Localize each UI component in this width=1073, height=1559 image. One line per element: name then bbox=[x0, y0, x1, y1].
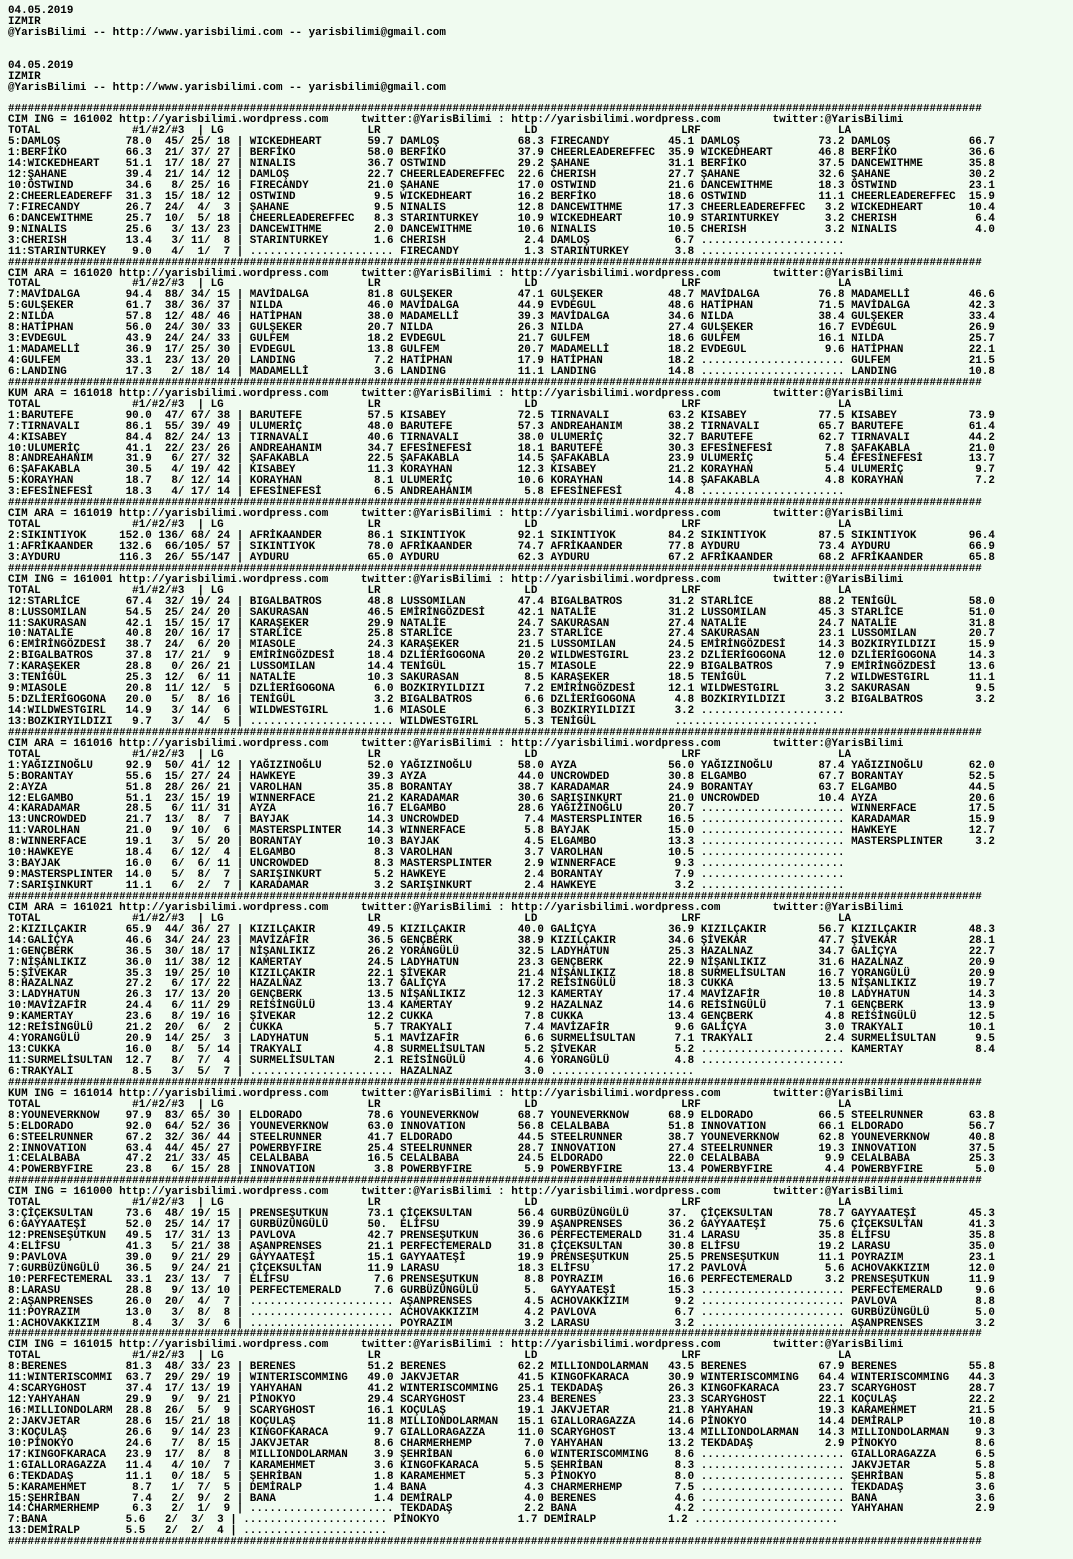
race-row: 6:DANCEWITHME 25.7 10/ 5/ 18 | CHEERLEADEREFFEC 8.3 STARINTURKEY 10.9 WICKEDHEART 10.9 STARINTURKEY 3.2 CHERISH 6.4 bbox=[8, 212, 995, 225]
race-row: 16:MILLIONDOLARM 28.8 26/ 5/ 9 | SCARYGHOST 16.1 KOÇULAŞ 19.1 JAKVJETAR 21.8 YAHYAHAN 19.3 KARAMEHMET 21.5 bbox=[8, 1405, 995, 1417]
race-column-header: TOTAL #1/#2/#3 | LG LR LD LRF LA bbox=[8, 1197, 852, 1210]
race-row: 1:ACHOVAKKIZIM 8.4 3/ 3/ 6 | ...................... POYRAZIM 3.2 LARASU 3.2 ...................... AŞANPRENSES 3.2 bbox=[8, 1317, 995, 1330]
race-column-header: TOTAL #1/#2/#3 | LG LR LD LRF LA bbox=[8, 519, 852, 532]
race-column-header: TOTAL #1/#2/#3 | LG LR LD LRF LA bbox=[8, 748, 852, 761]
race-row: 12:PRENSEŞUTKUN 49.5 17/ 31/ 13 | PAVLOVA 42.7 PRENSEŞUTKUN 36.6 PERFECTEMERALD 31.4 LARASU 35.8 ELİFSU 35.8 bbox=[8, 1230, 995, 1242]
race-row: 7:NİŞANLIKIZ 36.0 11/ 38/ 12 | KAMERTAY 24.5 LADYHATUN 23.3 GENÇBERK 22.9 NİŞANLIKIZ 31.6 HAZALNAZ 20.9 bbox=[8, 956, 995, 969]
race-row: 12:ELGAMBO 51.1 23/ 15/ 19 | WINNERFACE 21.2 KARADAMAR 30.6 SARIŞINKURT 21.0 UNCROWDED 10.4 AYZA 20.6 bbox=[8, 792, 995, 805]
race-row: 7:MAVİDALGA 94.4 88/ 34/ 15 | MAVİDALGA 81.8 GULŞEKER 47.1 GULŞEKER 48.7 MAVİDALGA 76.8 MADAMELLİ 46.6 bbox=[8, 289, 995, 302]
race-row: 2:KIZILÇAKIR 65.9 44/ 36/ 27 | KIZILÇAKIR 49.5 KIZILÇAKIR 40.0 GALİÇYA 36.9 KIZILÇAKIR 56.7 KIZILÇAKIR 48.3 bbox=[8, 923, 995, 936]
report-contact: @YarisBilimi -- http://www.yarisbilimi.com -- yarisbilimi@gmail.com bbox=[8, 81, 446, 94]
race-row: 11:SAKURASAN 42.1 15/ 15/ 17 | KARAŞEKER 29.9 NATALİE 24.7 SAKURASAN 27.4 NATALİE 24.7 NATALİE 31.8 bbox=[8, 617, 995, 630]
separator-line: ##################################################################################################################################################### bbox=[8, 563, 982, 575]
race-row: 5:ŞİVEKAR 35.3 19/ 25/ 10 | KIZILÇAKIR 22.1 ŞİVEKAR 21.4 NİŞANLIKIZ 18.8 SURMELİSULTAN 16.7 YORANGÜLÜ 20.9 bbox=[8, 967, 995, 980]
race-row: 3:ÇİÇEKSULTAN 73.6 48/ 19/ 15 | PRENSEŞUTKUN 73.1 ÇİÇEKSULTAN 56.4 GURBÜZÜNGÜLÜ 37. ÇİÇEKSULTAN 78.7 GAYYAATEŞİ 45.3 bbox=[8, 1208, 995, 1221]
race-row: 11:WINTERISCOMMI 63.7 29/ 29/ 19 | WINTERISCOMMING 49.0 JAKVJETAR 41.5 KINGOFKARACA 30.9 WINTERISCOMMING 64.4 WINTERISCOMMING 44.3 bbox=[8, 1372, 995, 1385]
race-title: CIM ING = 161002 http://yarisbilimi.wordpress.com twitter:@YarisBilimi : http://yarisbilimi.wordpress.com twitter:@YarisBilimi bbox=[8, 114, 904, 127]
race-row: 6:ŞAFAKABLA 30.5 4/ 19/ 42 | KISABEY 11.3 KORAYHAN 12.3 KISABEY 21.2 KORAYHAN 5.4 ULUMERİÇ 9.7 bbox=[8, 464, 995, 477]
race-row: 14:GALİÇYA 46.6 34/ 24/ 23 | MAVİZAFİR 36.5 GENÇBERK 38.9 KIZILÇAKIR 34.6 ŞİVEKAR 47.7 ŞİVEKAR 28.1 bbox=[8, 934, 995, 947]
race-row: 3:KOÇULAŞ 26.6 9/ 14/ 23 | KINGOFKARACA 9.7 GIALLORAGAZZA 11.0 SCARYGHOST 13.4 MILLIONDOLARMAN 14.3 MILLIONDOLARMAN 9.3 bbox=[8, 1426, 995, 1439]
separator-line: ##################################################################################################################################################### bbox=[8, 104, 982, 116]
race-row: 8:HATİPHAN 56.0 24/ 30/ 33 | GULŞEKER 20.7 NILDA 26.3 NILDA 27.4 GULŞEKER 16.7 EVDEGUL 26.9 bbox=[8, 322, 995, 335]
race-column-header: TOTAL #1/#2/#3 | LG LR LD LRF LA bbox=[8, 1350, 852, 1363]
race-row: 11:SURMELİSULTAN 12.7 8/ 7/ 4 | SURMELİSULTAN 2.1 REİSİNGÜLÜ 4.6 YORANGÜLÜ 4.8 ...................... bbox=[8, 1055, 845, 1067]
report-city: IZMIR bbox=[8, 15, 41, 28]
race-row: 7:FIRECANDY 26.7 24/ 4/ 3 | ŞAHANE 9.5 NINALIS 12.8 DANCEWITHME 17.3 CHEERLEADEREFFEC 3.2 WICKEDHEART 10.4 bbox=[8, 201, 995, 214]
race-row: 9:MIASOLE 20.8 11/ 12/ 5 | DZLİERİGOGONA 6.0 BOZKIRYILDIZI 7.2 EMİRİNGÖZDESİ 12.1 WILDWESTGIRL 3.2 SAKURASAN 9.5 bbox=[8, 683, 995, 696]
separator-line: ##################################################################################################################################################### bbox=[8, 1077, 982, 1089]
separator-line: ##################################################################################################################################################### bbox=[8, 1176, 982, 1188]
race-row: 7:TIRNAVALI 86.1 55/ 39/ 49 | ULUMERİÇ 48.0 BARUTEFE 57.3 ANDREAHANIM 38.2 TIRNAVALI 65.7 BARUTEFE 61.4 bbox=[8, 420, 995, 433]
race-row: 10:NATALİE 40.8 20/ 16/ 17 | STARLİCE 25.8 STARLİCE 23.7 STARLİCE 27.4 SAKURASAN 23.1 LUSSOMILAN 20.7 bbox=[8, 628, 995, 641]
race-row: 5:KORAYHAN 18.7 8/ 12/ 14 | KORAYHAN 8.1 ULUMERİÇ 10.6 KORAYHAN 14.8 ŞAFAKABLA 4.8 KORAYHAN 7.2 bbox=[8, 475, 995, 488]
race-row: 1:GENÇBERK 36.5 30/ 18/ 17 | NİŞANLIKIZ 26.2 YORANGÜLÜ 32.5 LADYHATUN 25.3 HAZALNAZ 34.7 GALİÇYA 22.7 bbox=[8, 945, 995, 958]
race-column-header: TOTAL #1/#2/#3 | LG LR LD LRF LA bbox=[8, 1098, 852, 1111]
race-row: 1:GIALLORAGAZZA 11.4 4/ 10/ 7 | KARAMEHMET 3.6 KINGOFKARACA 5.5 ŞEHRİBAN 8.3 ...................... JAKVJETAR 5.8 bbox=[8, 1459, 995, 1472]
race-row: 10:MAVİZAFİR 24.4 6/ 11/ 29 | REİSİNGÜLÜ 13.4 KAMERTAY 9.2 HAZALNAZ 14.6 REİSİNGÜLÜ 7.1 GENÇBERK 13.9 bbox=[8, 1000, 995, 1013]
race-row: 2:JAKVJETAR 28.6 15/ 21/ 18 | KOÇULAŞ 11.8 MILLIONDOLARMAN 15.1 GIALLORAGAZZA 14.6 PİNOKYO 14.4 DEMİRALP 10.8 bbox=[8, 1415, 995, 1428]
race-row: 13:UNCROWDED 21.7 13/ 8/ 7 | BAYJAK 14.3 UNCROWDED 7.4 MASTERSPLINTER 16.5 ...................... KARADAMAR 15.9 bbox=[8, 814, 995, 827]
race-row: 2:SIKINTIYOK 152.0 136/ 68/ 24 | AFRİKAANDER 86.1 SIKINTIYOK 92.1 SIKINTIYOK 84.2 SIKINTIYOK 87.5 SIKINTIYOK 96.4 bbox=[8, 530, 995, 542]
race-row: 8:ANDREAHANIM 31.9 6/ 27/ 32 | ŞAFAKABLA 22.5 ŞAFAKABLA 14.5 ŞAFAKABLA 23.9 ULUMERİÇ 5.4 EFESİNEFESİ 13.7 bbox=[8, 453, 995, 466]
separator-line: ##################################################################################################################################################### bbox=[8, 1329, 982, 1341]
race-row: 9:KAMERTAY 23.6 8/ 19/ 16 | ŞİVEKAR 12.2 CUKKA 7.8 CUKKA 13.4 GENÇBERK 4.8 REİSİNGÜLÜ 12.5 bbox=[8, 1011, 995, 1024]
race-row: 10:PERFECTEMERAL 33.1 23/ 13/ 7 | ELİFSU 7.6 PRENSEŞUTKUN 8.8 POYRAZIM 16.6 PERFECTEMERALD 3.2 PRENSEŞUTKUN 11.9 bbox=[8, 1273, 995, 1286]
race-title: CIM ING = 161015 http://yarisbilimi.wordpress.com twitter:@YarisBilimi : http://yarisbilimi.wordpress.com twitter:@YarisBilimi bbox=[8, 1339, 904, 1352]
separator-line: ##################################################################################################################################################### bbox=[8, 498, 982, 510]
race-row: 7:KARAŞEKER 28.8 0/ 26/ 21 | LUSSOMILAN 14.4 TENİGÜL 15.7 MIASOLE 22.9 BIGALBATROS 7.9 EMİRİNGÖZDESİ 13.6 bbox=[8, 661, 995, 674]
race-row: 4:KISABEY 84.4 82/ 24/ 13 | TIRNAVALI 40.6 TIRNAVALI 38.0 ULUMERİÇ 32.7 BARUTEFE 62.7 TIRNAVALI 44.2 bbox=[8, 431, 995, 444]
race-title: CIM ARA = 161016 http://yarisbilimi.wordpress.com twitter:@YarisBilimi : http://yarisbilimi.wordpress.com twitter:@YarisBilimi bbox=[8, 737, 904, 750]
race-row: 1:BERFİKO 66.3 21/ 37/ 27 | BERFİKO 58.0 BERFİKO 37.9 CHEERLEADEREFFEC 35.9 WICKEDHEART 46.8 BERFİKO 36.6 bbox=[8, 147, 995, 160]
race-row: 15:ŞEHRİBAN 7.4 2/ 9/ 2 | BANA 1.4 DEMİRALP 4.0 BERENES 4.6 ...................... BANA 3.6 bbox=[8, 1492, 995, 1505]
race-title: CIM ING = 161000 http://yarisbilimi.wordpress.com twitter:@YarisBilimi : http://yarisbilimi.wordpress.com twitter:@YarisBilimi bbox=[8, 1186, 904, 1199]
race-row: 3:EFESİNEFESİ 18.3 4/ 17/ 14 | EFESİNEFESİ 6.5 ANDREAHANIM 5.8 EFESİNEFESİ 4.8 ...................... bbox=[8, 486, 845, 499]
report-date: 04.05.2019 bbox=[8, 59, 74, 72]
race-row: 14:CHARMERHEMP 6.3 2/ 1/ 9 | ...................... TEKDADAŞ 2.2 BANA 4.2 ...................... YAHYAHAN 2.9 bbox=[8, 1503, 995, 1516]
race-row: 2:NILDA 57.8 12/ 48/ 46 | HATİPHAN 38.0 MADAMELLİ 39.3 MAVİDALGA 34.6 NILDA 38.4 GULŞEKER 33.4 bbox=[8, 311, 995, 324]
report-date: 04.05.2019 bbox=[8, 5, 74, 17]
separator-line: ##################################################################################################################################################### bbox=[8, 377, 982, 389]
race-row: 7:BANA 5.6 2/ 3/ 3 | ...................... PİNOKYO 1.7 DEMİRALP 1.2 ...................... bbox=[8, 1514, 839, 1527]
race-row: 5:KARAMEHMET 8.7 1/ 7/ 5 | DEMİRALP 1.4 BANA 4.3 CHARMERHEMP 7.5 ...................... TEKDADAŞ 3.6 bbox=[8, 1481, 995, 1494]
race-row: 6:TRAKYALI 8.5 3/ 5/ 7 | ...................... HAZALNAZ 3.0 ...................... bbox=[8, 1065, 695, 1078]
race-row: 2:AŞANPRENSES 26.0 20/ 4/ 7 | ...................... AŞANPRENSES 4.5 ACHOVAKKIZIM 9.2 ...................... PAVLOVA 8.8 bbox=[8, 1295, 995, 1308]
race-row: 10:HAWKEYE 18.4 6/ 12/ 4 | ELGAMBO 8.3 VAROLHAN 3.7 VAROLHAN 10.5 ...................... bbox=[8, 847, 845, 860]
race-column-header: TOTAL #1/#2/#3 | LG LR LD LRF LA bbox=[8, 912, 852, 925]
race-row: 8:HAZALNAZ 27.2 6/ 17/ 22 | HAZALNAZ 13.7 GALİÇYA 17.2 REİSİNGÜLÜ 18.3 CUKKA 13.5 NİŞANLIKIZ 19.7 bbox=[8, 978, 995, 991]
race-row: 14:WILDWESTGIRL 14.9 3/ 14/ 6 | WILDWESTGIRL 1.6 MIASOLE 6.3 BOZKIRYILDIZI 3.2 ...................... bbox=[8, 705, 845, 717]
race-row: 5:DZLİERİGOGONA 20.0 5/ 8/ 16 | TENİGÜL 3.2 BIGALBATROS 6.6 DZLİERİGOGONA 4.8 BOZKIRYILDIZI 3.2 BIGALBATROS 3.2 bbox=[8, 694, 995, 707]
race-row: 12:STARLİCE 67.4 32/ 19/ 24 | BIGALBATROS 48.8 LUSSOMILAN 47.4 BIGALBATROS 31.2 STARLİCE 88.2 TENİGÜL 58.0 bbox=[8, 595, 995, 608]
race-row: 13:CUKKA 16.0 8/ 5/ 14 | TRAKYALI 4.8 SURMELİSULTAN 5.2 ŞİVEKAR 5.2 ...................... KAMERTAY 8.4 bbox=[8, 1044, 995, 1057]
race-row: 6:LANDING 17.3 2/ 18/ 14 | MADAMELLİ 3.6 LANDING 11.1 LANDING 14.8 ...................... LANDING 10.8 bbox=[8, 365, 995, 378]
race-row: 6:GAYYAATEŞİ 52.0 25/ 14/ 17 | GURBÜZÜNGÜLÜ 50. ELİFSU 39.9 AŞANPRENSES 36.2 GAYYAATEŞİ 75.6 ÇİÇEKSULTAN 41.3 bbox=[8, 1219, 995, 1232]
race-row: 4:POWERBYFIRE 23.8 6/ 15/ 28 | INNOVATION 3.8 POWERBYFIRE 5.9 POWERBYFIRE 13.4 POWERBYFIRE 4.4 POWERBYFIRE 5.0 bbox=[8, 1164, 995, 1177]
separator-line: ##################################################################################################################################################### bbox=[8, 727, 982, 739]
race-row: 4:KARADAMAR 28.5 6/ 11/ 31 | AYZA 16.7 ELGAMBO 28.6 YAĞIZINOĞLU 20.7 ...................... WINNERFACE 17.5 bbox=[8, 803, 995, 816]
race-row: 3:TENİGÜL 25.3 12/ 6/ 11 | NATALİE 10.3 SAKURASAN 8.5 KARAŞEKER 18.5 TENİGÜL 7.2 WILDWESTGIRL 11.1 bbox=[8, 672, 995, 685]
race-row: 7:SARIŞINKURT 11.1 6/ 2/ 7 | KARADAMAR 3.2 SARIŞINKURT 2.4 HAWKEYE 3.2 ...................... bbox=[8, 880, 845, 892]
race-row: 12:REİSİNGÜLÜ 21.2 20/ 6/ 2 | CUKKA 5.7 TRAKYALI 7.4 MAVİZAFİR 9.6 GALİÇYA 3.0 TRAKYALI 10.1 bbox=[8, 1022, 995, 1035]
race-row: 11:STARINTURKEY 9.0 4/ 1/ 7 | ...................... FIRECANDY 1.3 STARINTURKEY 3.8 ...................... bbox=[8, 245, 845, 258]
race-row: 5:GULŞEKER 61.7 38/ 36/ 37 | NILDA 46.0 MAVİDALGA 44.9 EVDEGUL 48.6 HATİPHAN 71.5 MAVİDALGA 42.3 bbox=[8, 300, 995, 313]
race-column-header: TOTAL #1/#2/#3 | LG LR LD LRF LA bbox=[8, 278, 852, 291]
race-row: 13:DEMİRALP 5.5 2/ 2/ 4 | ...................... bbox=[8, 1525, 388, 1538]
race-row: 1:CELALBABA 47.2 21/ 33/ 45 | CELALBABA 16.5 CELALBABA 24.5 ELDORADO 22.0 CELALBABA 9.9 CELALBABA 25.3 bbox=[8, 1153, 995, 1166]
race-row: 2:AYZA 51.8 28/ 26/ 21 | VAROLHAN 35.8 BORANTAY 38.7 KARADAMAR 24.9 BORANTAY 63.7 ELGAMBO 44.5 bbox=[8, 781, 995, 794]
race-row: 6:TEKDADAŞ 11.1 0/ 18/ 5 | ŞEHRİBAN 1.8 KARAMEHMET 5.3 PİNOKYO 8.0 ...................... ŞEHRİBAN 5.8 bbox=[8, 1470, 995, 1483]
race-row: 5:DAMLOŞ 78.0 45/ 25/ 18 | WICKEDHEART 59.7 DAMLOŞ 68.3 FIRECANDY 45.1 DAMLOŞ 73.2 DAMLOŞ 66.7 bbox=[8, 136, 995, 149]
race-row: 3:CHERISH 13.4 3/ 11/ 8 | STARINTURKEY 1.6 CHERISH 2.4 DAMLOŞ 6.7 ...................... bbox=[8, 234, 845, 247]
race-column-header: TOTAL #1/#2/#3 | LG LR LD LRF LA bbox=[8, 398, 852, 411]
race-title: KUM ARA = 161018 http://yarisbilimi.wordpress.com twitter:@YarisBilimi : http://yarisbilimi.wordpress.com twitter:@YarisBilimi bbox=[8, 387, 904, 400]
race-row: 6:EMİRİNGÖZDESİ 38.7 24/ 6/ 20 | MIASOLE 24.3 KARAŞEKER 21.5 LUSSOMILAN 24.5 EMİRİNGÖZDESİ 14.3 BOZKIRYILDIZI 15.9 bbox=[8, 639, 995, 652]
race-row: 8:LARASU 28.8 9/ 13/ 10 | PERFECTEMERALD 7.6 GURBÜZÜNGÜLÜ 5. GAYYAATEŞİ 15.3 ...................... PERFECTEMERALD 9.6 bbox=[8, 1284, 995, 1297]
race-row: 2:BIGALBATROS 37.8 17/ 21/ 9 | EMİRİNGÖZDESİ 18.4 DZLİERİGOGONA 20.2 WILDWESTGIRL 23.2 DZLİERİGOGONA 12.0 DZLİERİGOGONA 14.3 bbox=[8, 650, 995, 663]
race-title: CIM ARA = 161020 http://yarisbilimi.wordpress.com twitter:@YarisBilimi : http://yarisbilimi.wordpress.com twitter:@YarisBilimi bbox=[8, 267, 904, 280]
race-row: 1:AFRİKAANDER 132.6 66/105/ 57 | SIKINTIYOK 78.0 AFRİKAANDER 74.7 AFRİKAANDER 77.8 AYDURU 73.4 AYDURU 66.9 bbox=[8, 540, 995, 553]
race-row: 1:BARUTEFE 90.0 47/ 67/ 38 | BARUTEFE 57.5 KISABEY 72.5 TIRNAVALI 63.2 KISABEY 77.5 KISABEY 73.9 bbox=[8, 409, 995, 422]
race-row: 1:MADAMELLİ 36.9 17/ 25/ 30 | EVDEGUL 13.8 GULFEM 20.7 MADAMELLİ 18.2 EVDEGUL 9.6 HATİPHAN 22.1 bbox=[8, 344, 995, 357]
race-row: 1:YAĞIZINOĞLU 92.9 50/ 41/ 12 | YAĞIZINOĞLU 52.0 YAĞIZINOĞLU 58.0 AYZA 56.0 YAĞIZINOĞLU 87.4 YAĞIZINOĞLU 62.0 bbox=[8, 759, 995, 772]
race-row: 4:GULFEM 33.1 23/ 13/ 20 | LANDING 7.2 HATİPHAN 17.9 HATİPHAN 18.2 ...................... GULFEM 21.5 bbox=[8, 355, 995, 367]
race-row: 12:YAHYAHAN 29.9 9/ 9/ 21 | PİNOKYO 29.4 SCARYGHOST 23.4 BERENES 23.3 SCARYGHOST 22.1 KOÇULAŞ 22.2 bbox=[8, 1394, 995, 1407]
separator-line: ##################################################################################################################################################### bbox=[8, 1537, 982, 1549]
race-row: 10:PİNOKYO 24.6 7/ 8/ 15 | JAKVJETAR 8.6 CHARMERHEMP 7.0 YAHYAHAN 13.2 TEKDADAŞ 2.9 PİNOKYO 8.6 bbox=[8, 1437, 995, 1450]
race-row: 14:WICKEDHEART 51.1 17/ 18/ 27 | NINALIS 36.7 OSTWIND 29.2 ŞAHANE 31.1 BERFİKO 37.5 DANCEWITHME 35.8 bbox=[8, 158, 995, 171]
race-row: 9:PAVLOVA 39.0 9/ 21/ 29 | GAYYAATEŞİ 15.1 GAYYAATEŞİ 19.9 PRENSEŞUTKUN 25.5 PRENSEŞUTKUN 11.1 POYRAZIM 23.1 bbox=[8, 1251, 995, 1264]
race-row: 6:STEELRUNNER 67.2 32/ 36/ 44 | STEELRUNNER 41.7 ELDORADO 44.5 STEELRUNNER 38.7 YOUNEVERKNOW 62.8 YOUNEVERKNOW 40.8 bbox=[8, 1131, 995, 1144]
race-column-header: TOTAL #1/#2/#3 | LG LR LD LRF LA bbox=[8, 125, 852, 138]
race-title: KUM ING = 161014 http://yarisbilimi.wordpress.com twitter:@YarisBilimi : http://yarisbilimi.wordpress.com twitter:@YarisBilimi bbox=[8, 1087, 904, 1100]
race-row: 3:AYDURU 116.3 26/ 55/147 | AYDURU 65.0 AYDURU 62.3 AYDURU 67.2 AFRİKAANDER 68.2 AFRİKAANDER 65.8 bbox=[8, 551, 995, 564]
race-row: 12:ŞAHANE 39.4 21/ 14/ 12 | DAMLOŞ 22.7 CHEERLEADEREFFEC 22.6 CHERISH 27.7 ŞAHANE 32.6 ŞAHANE 30.2 bbox=[8, 169, 995, 182]
separator-line: ##################################################################################################################################################### bbox=[8, 257, 982, 269]
race-row: 4:YORANGÜLÜ 20.9 14/ 25/ 3 | LADYHATUN 5.1 MAVİZAFİR 6.6 SURMELİSULTAN 7.1 TRAKYALI 2.4 SURMELİSULTAN 9.5 bbox=[8, 1033, 995, 1046]
race-title: CIM ING = 161001 http://yarisbilimi.wordpress.com twitter:@YarisBilimi : http://yarisbilimi.wordpress.com twitter:@YarisBilimi bbox=[8, 573, 904, 586]
race-row: 5:BORANTAY 55.6 15/ 27/ 24 | HAWKEYE 39.3 AYZA 44.0 UNCROWDED 30.8 ELGAMBO 67.7 BORANTAY 52.5 bbox=[8, 770, 995, 783]
race-row: 10:ÖSTWIND 34.6 8/ 25/ 16 | FIRECANDY 21.0 ŞAHANE 17.0 OSTWIND 21.6 DANCEWITHME 18.3 ÖSTWIND 23.1 bbox=[8, 180, 995, 192]
race-row: 8:YOUNEVERKNOW 97.9 83/ 65/ 30 | ELDORADO 78.6 YOUNEVERKNOW 68.7 YOUNEVERKNOW 68.9 ELDORADO 66.5 STEELRUNNER 63.8 bbox=[8, 1109, 995, 1122]
race-row: 4:ELİFSU 41.3 5/ 21/ 38 | AŞANPRENSES 21.1 PERFECTEMERALD 31.8 ÇİÇEKSULTAN 30.8 ELİFSU 19.2 LARASU 35.0 bbox=[8, 1240, 995, 1253]
race-title: CIM ARA = 161021 http://yarisbilimi.wordpress.com twitter:@YarisBilimi : http://yarisbilimi.wordpress.com twitter:@YarisBilimi bbox=[8, 901, 904, 914]
race-row: 8:WINNERFACE 19.1 3/ 5/ 20 | BORANTAY 10.3 BAYJAK 4.5 ELGAMBO 13.3 ...................... MASTERSPLINTER 3.2 bbox=[8, 836, 995, 849]
race-row: 8:BERENES 81.3 48/ 33/ 23 | BERENES 51.2 BERENES 62.2 MILLIONDOLARMAN 43.5 BERENES 67.9 BERENES 55.8 bbox=[8, 1361, 995, 1374]
race-row: 7:GURBÜZÜNGÜLÜ 36.5 9/ 24/ 21 | ÇİÇEKSULTAN 11.9 LARASU 18.3 ELİFSU 17.2 PAVLOVA 5.6 ACHOVAKKIZIM 12.0 bbox=[8, 1262, 995, 1275]
race-column-header: TOTAL #1/#2/#3 | LG LR LD LRF LA bbox=[8, 584, 852, 597]
race-title: CIM ARA = 161019 http://yarisbilimi.wordpress.com twitter:@YarisBilimi : http://yarisbilimi.wordpress.com twitter:@YarisBilimi bbox=[8, 508, 904, 521]
race-row: 3:EVDEGUL 43.9 24/ 24/ 33 | GULFEM 18.2 EVDEGUL 21.7 GULFEM 18.6 GULFEM 16.1 NILDA 25.7 bbox=[8, 333, 995, 346]
race-row: 5:ELDORADO 92.0 64/ 52/ 36 | YOUNEVERKNOW 63.0 INNOVATION 56.8 CELALBABA 51.8 INNOVATION 66.1 ELDORADO 56.7 bbox=[8, 1120, 995, 1133]
separator-line: ##################################################################################################################################################### bbox=[8, 891, 982, 903]
race-tables bbox=[8, 104, 1073, 1537]
race-row: 8:LUSSOMILAN 54.5 25/ 24/ 20 | SAKURASAN 46.5 EMİRİNGÖZDESİ 42.1 NATALİE 31.2 LUSSOMILAN 45.3 STARLİCE 51.0 bbox=[8, 606, 995, 619]
report-city: IZMIR bbox=[8, 70, 41, 83]
race-row: 9:NINALIS 25.6 3/ 13/ 23 | DANCEWITHME 2.0 DANCEWITHME 10.6 NINALIS 10.5 CHERISH 3.2 NINALIS 4.0 bbox=[8, 223, 995, 236]
race-row: 9:MASTERSPLINTER 14.0 5/ 8/ 7 | SARIŞINKURT 5.2 HAWKEYE 2.4 BORANTAY 7.9 ...................... bbox=[8, 869, 845, 882]
race-row: 11:POYRAZIM 13.0 3/ 8/ 8 | ...................... ACHOVAKKIZIM 4.2 PAVLOVA 6.7 ...................... GURBÜZÜNGÜLÜ 5.0 bbox=[8, 1306, 995, 1319]
race-row: 2:INNOVATION 63.4 44/ 45/ 27 | POWERBYFIRE 25.4 STEELRUNNER 28.7 INNOVATION 27.4 STEELRUNNER 19.3 INNOVATION 37.5 bbox=[8, 1142, 995, 1155]
race-row: 3:BAYJAK 16.0 6/ 6/ 11 | UNCROWDED 8.3 MASTERSPLINTER 2.9 WINNERFACE 9.3 ...................... bbox=[8, 858, 845, 871]
race-row: 13:BOZKIRYILDIZI 9.7 3/ 4/ 5 | ...................... WILDWESTGIRL 5.3 TENİGÜL ...................... bbox=[8, 715, 819, 728]
race-row: 11:VAROLHAN 21.0 9/ 10/ 6 | MASTERSPLINTER 14.3 WINNERFACE 5.8 BAYJAK 15.0 ...................... HAWKEYE 12.7 bbox=[8, 825, 995, 838]
race-row: 17:KINGOFKARACA 23.9 17/ 8/ 8 | MILLIONDOLARMAN 3.9 ŞEHRİBAN 6.0 WINTERISCOMMING 8.6 ...................... GIALLORAGAZZA 6.5 bbox=[8, 1448, 995, 1461]
race-row: 4:SCARYGHOST 37.4 17/ 13/ 19 | YAHYAHAN 41.2 WINTERISCOMMING 25.1 TEKDADAŞ 26.3 KINGOFKARACA 23.7 SCARYGHOST 28.7 bbox=[8, 1383, 995, 1396]
race-row: 10:ULUMERİÇ 41.1 22/ 23/ 26 | ANDREAHANIM 34.7 EFESİNEFESİ 18.1 BARUTEFE 30.3 EFESİNEFESİ 7.8 ŞAFAKABLA 21.0 bbox=[8, 442, 995, 455]
race-row: 2:CHEERLEADEREFF 31.3 15/ 18/ 12 | OSTWIND 9.5 WICKEDHEART 16.2 BERFİKO 18.6 OSTWIND 11.1 CHEERLEADEREFFEC 15.9 bbox=[8, 190, 995, 203]
race-row: 3:LADYHATUN 26.3 17/ 13/ 20 | GENÇBERK 13.5 NİŞANLIKIZ 12.3 KAMERTAY 17.4 MAVİZAFİR 10.8 LADYHATUN 14.3 bbox=[8, 989, 995, 1002]
report-contact: @YarisBilimi -- http://www.yarisbilimi.com -- yarisbilimi@gmail.com bbox=[8, 26, 446, 39]
